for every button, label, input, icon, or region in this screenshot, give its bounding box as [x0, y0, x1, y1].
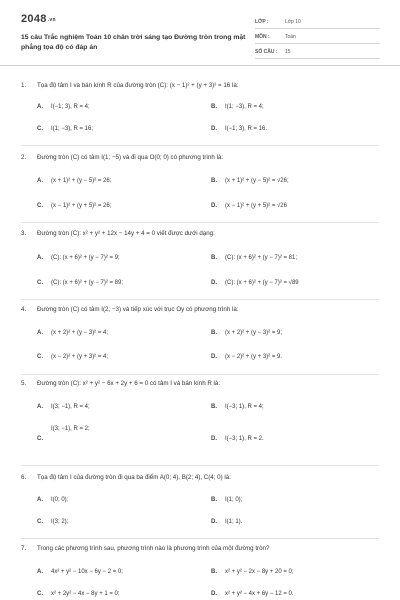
question-divider — [21, 299, 379, 300]
option-letter: D. — [211, 126, 217, 132]
option-text: (x − 1)² + (y + 5)² = 26; — [51, 203, 112, 209]
question-number: 2. — [21, 154, 27, 161]
question-text: Đường tròn (C) có tâm I(2; −3) và tiếp xúc với trục Oy có phương trình là: — [37, 306, 239, 313]
option-d[interactable] — [211, 280, 299, 286]
option-letter: A. — [37, 404, 43, 410]
option-text: x² + 2y² − 4x − 8y + 1 = 0; — [51, 591, 120, 597]
option-letter: D. — [211, 436, 217, 442]
option-text: I(1; −3), R = 16; — [51, 126, 94, 132]
option-text: (x − 2)² + (y + 3)² = 4; — [51, 354, 109, 360]
question-7 — [21, 545, 381, 600]
option-letter: B. — [211, 255, 217, 261]
meta-label: LỚP : — [255, 19, 269, 25]
option-text: I(−1; 3), R = 4; — [51, 104, 90, 110]
option-text: I(−3; 1), R = 4; — [225, 404, 264, 410]
meta-info — [255, 17, 380, 62]
question-stem — [21, 545, 269, 552]
question-stem — [21, 306, 239, 313]
option-text: (C): (x + 6)² + (y − 7)² = 81; — [225, 255, 298, 261]
question-text: Tọa độ tâm I của đường tròn đi qua ba điểm A(0; 4), B(2; 4), C(4; 0) là: — [37, 474, 231, 481]
option-c[interactable] — [37, 280, 123, 286]
option-text: x² + y² − 2x − 8y + 20 = 0; — [225, 569, 294, 575]
question-text: Đường tròn (C) có tâm I(1; −5) và đi qua O(0; 0) có phương trình là: — [37, 154, 224, 161]
meta-row-subject — [255, 32, 380, 44]
question-text: Đường tròn (C): x² + y² + 12x − 14y + 4 = 0 viết được dưới dạng: — [37, 230, 215, 237]
option-letter: B. — [211, 178, 217, 184]
option-letter: C. — [37, 126, 43, 132]
meta-value: 15 — [285, 49, 291, 55]
question-text: Trong các phương trình sau, phương trình nào là phương trình của một đường tròn? — [37, 545, 270, 552]
option-text: (x + 1)² + (y − 5)² = √26; — [225, 178, 289, 184]
option-letter: D. — [211, 280, 217, 286]
option-text: (x − 1)² + (y + 5)² = √26 — [225, 203, 287, 209]
option-letter: D. — [211, 591, 217, 597]
option-text: 4x² + y² − 10x − 6y − 2 = 0; — [51, 569, 123, 575]
option-b[interactable] — [211, 404, 264, 410]
question-stem — [21, 380, 220, 387]
option-b[interactable] — [211, 330, 282, 336]
option-a[interactable] — [37, 104, 90, 110]
question-divider — [21, 465, 379, 466]
option-text: I(−3; 1), R = 2. — [225, 436, 264, 442]
question-divider — [21, 538, 379, 539]
option-text: (x + 1)² + (y − 5)² = 26; — [51, 178, 112, 184]
option-a[interactable] — [37, 404, 90, 410]
option-text: I(−1; 3), R = 16. — [225, 126, 268, 132]
option-letter: A. — [37, 569, 43, 575]
meta-row-class — [255, 17, 380, 29]
question-number: 6. — [21, 474, 27, 481]
question-text: Đường tròn (C): x² + y² − 6x + 2y + 6 = 0 có tâm I và bán kính R là: — [37, 380, 221, 387]
option-a[interactable] — [37, 330, 108, 336]
option-letter: A. — [37, 178, 43, 184]
question-4 — [21, 306, 381, 376]
option-d[interactable] — [211, 354, 282, 360]
option-text: I(0; 0); — [51, 497, 69, 503]
question-text: Tọa độ tâm I và bán kính R của đường tròn (C): (x − 1)² + (y + 3)² = 16 là: — [37, 82, 239, 89]
option-b[interactable] — [211, 497, 242, 503]
question-5 — [21, 380, 381, 470]
option-letter: A. — [37, 104, 43, 110]
option-text: I(1; −3), R = 4; — [225, 104, 264, 110]
option-letter: C. — [37, 591, 43, 597]
option-letter: A. — [37, 330, 43, 336]
option-letter: D. — [211, 519, 217, 525]
option-text: (C): (x + 6)² + (y − 7)² = √89 — [225, 280, 299, 286]
option-letter: B. — [211, 330, 217, 336]
option-letter: D. — [211, 203, 217, 209]
option-letter: D. — [211, 354, 217, 360]
question-number: 7. — [21, 545, 27, 552]
option-letter: C. — [37, 436, 43, 442]
question-number: 3. — [21, 230, 27, 237]
site-logo[interactable] — [21, 13, 56, 25]
question-number: 4. — [21, 306, 27, 313]
meta-label: SỐ CÂU : — [255, 49, 278, 55]
document-title: 15 câu Trắc nghiệm Toán 10 chân trời sáng tạo Đường tròn trong mặt phẳng tọa độ có đáp án — [21, 34, 246, 51]
option-c[interactable] — [37, 126, 93, 132]
meta-row-count — [255, 47, 380, 59]
option-a[interactable] — [37, 497, 68, 503]
option-a[interactable] — [37, 178, 111, 184]
question-2 — [21, 154, 381, 226]
option-letter: C. — [37, 280, 43, 286]
option-letter: A. — [37, 497, 43, 503]
option-text: (C): (x + 6)² + (y − 7)² = 9; — [51, 255, 120, 261]
option-text: I(1; 1). — [225, 519, 243, 525]
option-b[interactable] — [211, 178, 289, 184]
option-a[interactable] — [37, 569, 123, 575]
meta-label: MÔN : — [255, 34, 270, 40]
question-divider — [21, 222, 379, 223]
question-stem — [21, 230, 215, 237]
question-divider — [21, 374, 379, 375]
logo-text: 2048 — [21, 13, 47, 25]
option-text: x² + y² − 4x + 6y − 12 = 0. — [225, 591, 294, 597]
option-text: I(1; 0); — [225, 497, 243, 503]
option-text: (x − 2)² + (y + 3)² = 9. — [225, 354, 283, 360]
option-d[interactable] — [211, 519, 242, 525]
option-letter: B. — [211, 497, 217, 503]
question-1 — [21, 82, 381, 150]
option-d[interactable] — [211, 203, 287, 209]
option-b[interactable] — [211, 104, 264, 110]
option-d[interactable] — [211, 126, 267, 132]
option-text: I(3; 2); — [51, 519, 69, 525]
meta-value: Lớp 10 — [285, 19, 301, 25]
option-text: (x + 2)² + (y − 3)² = 9; — [225, 330, 283, 336]
option-c[interactable] — [37, 591, 120, 597]
question-stem — [21, 82, 238, 89]
question-stem — [21, 154, 223, 161]
option-c[interactable] — [37, 203, 111, 209]
option-text: (C): (x + 6)² + (y − 7)² = 89; — [51, 280, 124, 286]
option-d[interactable] — [211, 591, 294, 597]
logo-suffix: .vn — [47, 17, 56, 23]
question-divider — [21, 145, 379, 146]
option-letter: B. — [211, 404, 217, 410]
option-b[interactable] — [211, 255, 297, 261]
option-text: I(3; −1), R = 2; — [51, 426, 90, 432]
meta-value: Toán — [285, 34, 296, 40]
option-letter: C. — [37, 519, 43, 525]
question-3 — [21, 230, 381, 302]
option-text: I(3; −1), R = 4; — [51, 404, 90, 410]
question-6 — [21, 474, 381, 542]
option-letter: C. — [37, 203, 43, 209]
option-c[interactable] — [37, 519, 68, 525]
option-letter: A. — [37, 255, 43, 261]
option-b[interactable] — [211, 569, 294, 575]
question-stem — [21, 474, 231, 481]
page-header — [0, 0, 400, 66]
option-c[interactable] — [37, 354, 108, 360]
option-letter: C. — [37, 354, 43, 360]
option-text: (x + 2)² + (y − 3)² = 4; — [51, 330, 109, 336]
option-letter: B. — [211, 104, 217, 110]
option-letter: B. — [211, 569, 217, 575]
option-a[interactable] — [37, 255, 120, 261]
question-number: 1. — [21, 82, 27, 89]
question-number: 5. — [21, 380, 27, 387]
option-d[interactable] — [211, 436, 264, 442]
